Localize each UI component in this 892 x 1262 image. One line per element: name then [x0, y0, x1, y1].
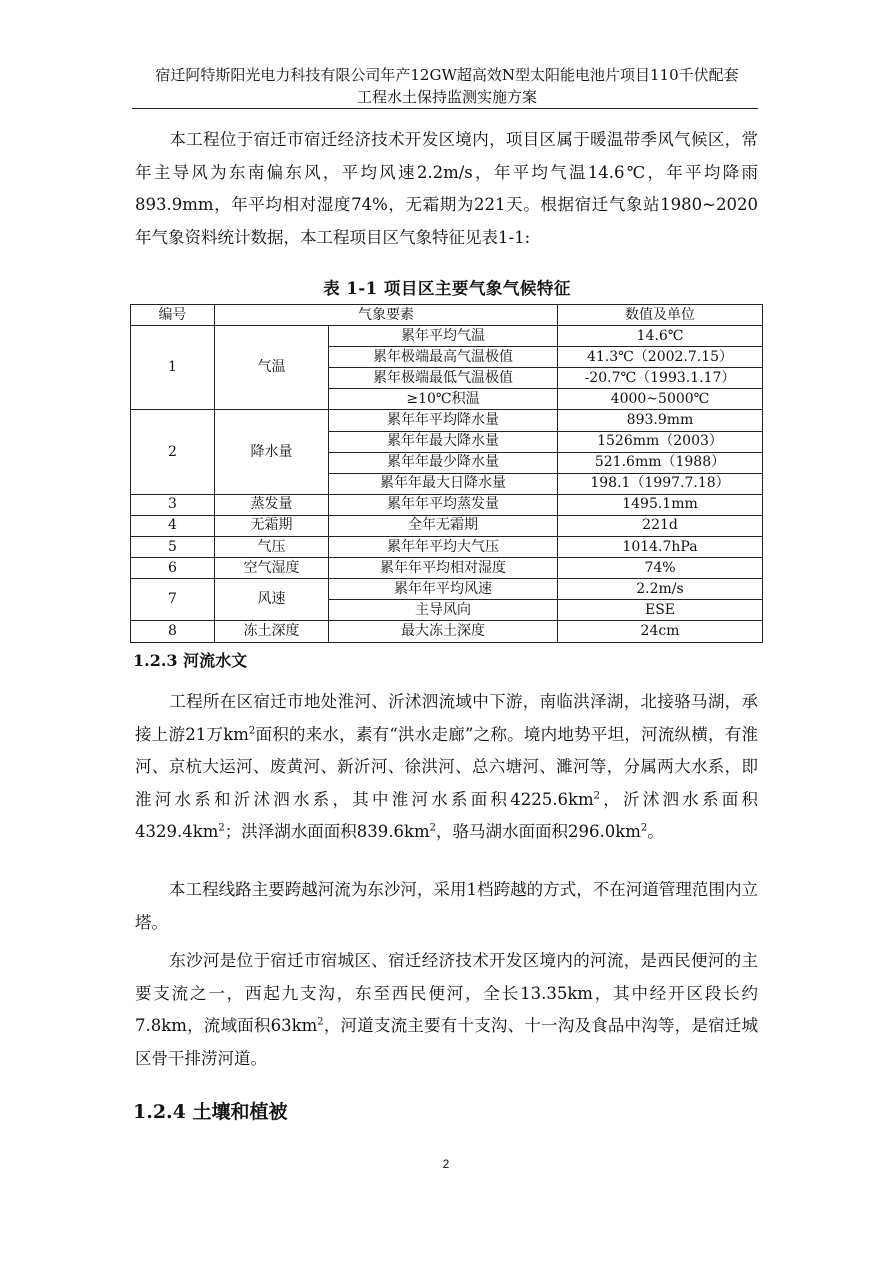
cell-no: 6 — [131, 558, 215, 579]
cell-item: 累年极端最高气温极值 — [329, 347, 558, 368]
cell-value: 41.3℃（2002.7.15） — [558, 347, 763, 368]
cell-value: 1526mm（2003） — [558, 431, 763, 452]
table-row — [131, 558, 763, 579]
header-element: 气象要素 — [215, 305, 558, 326]
cell-no: 4 — [131, 515, 215, 536]
cell-item: 累年年最少降水量 — [329, 452, 558, 473]
table-row — [131, 326, 763, 347]
header-rule — [132, 108, 758, 109]
cell-value: 74% — [558, 558, 763, 579]
cell-value: 521.6mm（1988） — [558, 452, 763, 473]
superscript: 2 — [218, 822, 225, 834]
cell-value: 4000~5000℃ — [558, 389, 763, 410]
cell-item: ≥10℃积温 — [329, 389, 558, 410]
cell-no: 8 — [131, 621, 215, 642]
header-line-2: 工程水土保持监测实施方案 — [356, 88, 537, 106]
table-row — [131, 537, 763, 558]
running-header — [132, 64, 762, 108]
climate-table — [130, 304, 763, 643]
cell-no: 3 — [131, 494, 215, 515]
header-value: 数值及单位 — [558, 305, 763, 326]
table-header-row — [131, 305, 763, 326]
text-run: 本工程线路主要跨越河流为东沙河，采用1档跨越的方式，不在河道管理范围内立塔。 — [135, 880, 758, 932]
cell-value: 1014.7hPa — [558, 537, 763, 558]
section-heading-1-2-3: 1.2.3 河流水文 — [133, 651, 248, 670]
cell-element: 降水量 — [215, 410, 329, 494]
text-run: ，沂沭泗水系面积4329.4km — [135, 789, 758, 841]
table-row — [131, 621, 763, 642]
page-number: 2 — [442, 1157, 450, 1171]
cell-item: 累年年平均降水量 — [329, 410, 558, 431]
cell-item: 累年年最大日降水量 — [329, 473, 558, 494]
cell-item: 累年年平均相对湿度 — [329, 558, 558, 579]
table-row — [131, 494, 763, 515]
river-paragraph-1 — [135, 686, 758, 849]
cell-value: -20.7℃（1993.1.17） — [558, 368, 763, 389]
superscript: 2 — [593, 790, 600, 801]
superscript: 2 — [429, 822, 437, 834]
text-run: ，河道支流主要有十支沟、十一沟及食品中沟等，是宿迁城区骨干排涝河道。 — [135, 1016, 758, 1068]
text-run: 面积的来水，素有“洪水走廊”之称。境内地势平坦，河流纵横，有淮河、京杭大运河、废黄河、新沂河、徐洪河、总六塘河、濉河等，分属两大水系，即淮河水系和沂沭泗水系，其中淮河水系面积4225.6km — [135, 724, 759, 809]
cell-value: 221d — [558, 515, 763, 536]
table-title: 表 1-1 项目区主要气象气候特征 — [323, 279, 571, 298]
cell-element: 风速 — [215, 579, 329, 621]
header-no: 编号 — [131, 305, 215, 326]
cell-element: 空气湿度 — [215, 558, 329, 579]
table-row — [131, 579, 763, 600]
cell-item: 累年年平均蒸发量 — [329, 494, 558, 515]
cell-no: 2 — [131, 410, 215, 494]
cell-element: 气压 — [215, 537, 329, 558]
cell-value: 893.9mm — [558, 410, 763, 431]
cell-no: 1 — [131, 326, 215, 410]
table-row — [131, 410, 763, 431]
cell-element: 无霜期 — [215, 515, 329, 536]
cell-value: 198.1（1997.7.18） — [558, 473, 763, 494]
header-line-1: 宿迁阿特斯阳光电力科技有限公司年产12GW超高效N型太阳能电池片项目110千伏配套 — [155, 66, 739, 84]
text-run: 东沙河是位于宿迁市宿城区、宿迁经济技术开发区境内的河流，是西民便河的主要支流之一，西起九支沟，东至西民便河，全长13.35km，其中经开区段长约7.8km，流域面积63km — [135, 951, 758, 1035]
cell-element: 冻土深度 — [215, 621, 329, 642]
cell-item: 主导风向 — [329, 600, 558, 621]
cell-value: 2.2m/s — [558, 579, 763, 600]
intro-paragraph — [135, 124, 758, 254]
cell-item: 累年年平均大气压 — [329, 537, 558, 558]
text-run: 。 — [647, 822, 664, 841]
cell-element: 气温 — [215, 326, 329, 410]
cell-value: ESE — [558, 600, 763, 621]
cell-no: 5 — [131, 537, 215, 558]
cell-item: 全年无霜期 — [329, 515, 558, 536]
text-run: ；洪泽湖水面面积839.6km — [224, 822, 430, 841]
cell-item: 最大冻土深度 — [329, 621, 558, 642]
cell-value: 1495.1mm — [558, 494, 763, 515]
text-run: ，骆马湖水面面积296.0km — [436, 822, 641, 841]
superscript: 2 — [640, 822, 648, 834]
cell-no: 7 — [131, 579, 215, 621]
cell-item: 累年年最大降水量 — [329, 431, 558, 452]
superscript: 2 — [317, 1016, 324, 1028]
river-paragraph-3 — [135, 945, 758, 1075]
cell-item: 累年极端最低气温极值 — [329, 368, 558, 389]
intro-paragraph-text: 本工程位于宿迁市宿迁经济技术开发区境内，项目区属于暖温带季风气候区，常年主导风为东南偏东风，平均风速2.2m/s，年平均气温14.6℃，年平均降雨893.9mm，年平均相对湿度74%，无霜期为221天。根据宿迁气象站1980~2020年气象资料统计数据，本工程项目区气象特征见表1-1: — [135, 130, 758, 247]
section-heading-1-2-4: 1.2.4 土壤和植被 — [133, 1101, 288, 1123]
cell-value: 24cm — [558, 621, 763, 642]
cell-value: 14.6℃ — [558, 326, 763, 347]
text-run: 工程所在区宿迁市地处淮河、沂沭泗流域中下游，南临洪泽湖，北接骆马湖，承接上游21万km — [135, 692, 758, 744]
cell-item: 累年年平均风速 — [329, 579, 558, 600]
table-row — [131, 515, 763, 536]
river-paragraph-2 — [135, 874, 758, 939]
cell-item: 累年平均气温 — [329, 326, 558, 347]
superscript: 2 — [248, 725, 256, 736]
cell-element: 蒸发量 — [215, 494, 329, 515]
